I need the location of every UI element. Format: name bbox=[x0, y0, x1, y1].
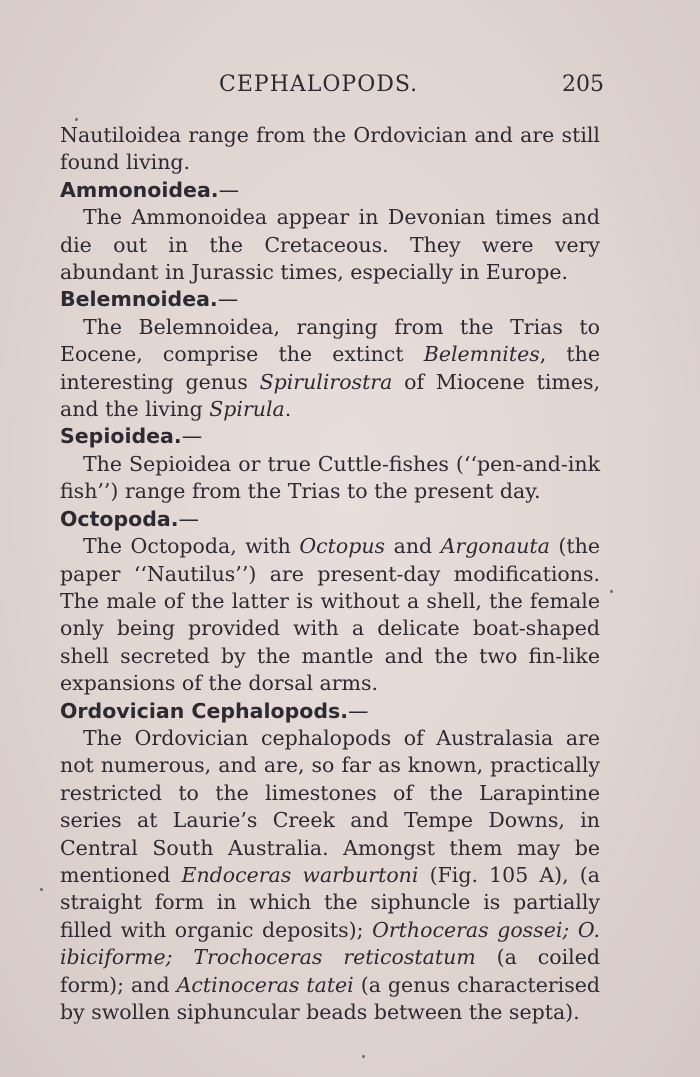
text-run: The Ordovician cephalopods of Australasia are not numerous, and are, so far as known, practically restricted to the limestones of the Larapintine series at Laurie’s Creek and Tempe Downs, in Central South Australia. Amongst them may be mentioned bbox=[60, 725, 600, 887]
running-head bbox=[0, 72, 700, 106]
text-run: (the paper ‘‘Nautilus’’) are present-day modifications. The male of the latter is without a shell, the female only being provided with a delicate boat-shaped shell secreted by the mantle and the two fin-like expansions of the dorsal arms. bbox=[60, 534, 600, 696]
taxon-name: Spirula bbox=[209, 397, 285, 422]
heading-dash: — bbox=[348, 698, 369, 723]
paper-speck bbox=[75, 118, 78, 121]
paragraph-ordovician bbox=[60, 725, 600, 1026]
text-run: of Miocene times, and the living bbox=[60, 369, 601, 422]
body-text bbox=[60, 122, 600, 1026]
paragraph-belemnoidea bbox=[60, 314, 600, 424]
intro-paragraph: Nautiloidea range from the Ordovician and are still found living. bbox=[60, 123, 600, 175]
taxon-name: Argonauta bbox=[440, 534, 550, 559]
taxon-name: Orthoceras gossei; O. ibiciforme; Trochoceras reticostatum bbox=[60, 917, 600, 970]
heading-text: Ordovician Cephalopods. bbox=[60, 698, 349, 723]
text-run: and bbox=[385, 534, 441, 559]
heading-text: Belemnoidea. bbox=[60, 287, 218, 312]
heading-text: Octopoda. bbox=[60, 506, 179, 531]
taxon-name: Endoceras warburtoni bbox=[181, 862, 419, 887]
taxon-name: Spirulirostra bbox=[259, 369, 393, 394]
paragraph-sepioidea: The Sepioidea or true Cuttle-fishes (‘‘pen-and-ink fish’’) range from the Trias to the present day. bbox=[60, 451, 600, 504]
section-heading-ordovician bbox=[60, 698, 600, 725]
section-heading-belemnoidea bbox=[60, 286, 600, 313]
heading-dash: — bbox=[178, 506, 200, 531]
taxon-name: Belemnites bbox=[423, 342, 540, 367]
text-run: The Belemnoidea, ranging from the Trias to Eocene, comprise the extinct bbox=[60, 314, 600, 367]
text-run: , the interesting genus bbox=[60, 342, 600, 394]
heading-dash: — bbox=[217, 287, 239, 312]
section-heading-octopoda bbox=[60, 506, 600, 533]
section-heading-ammonoidea bbox=[60, 177, 600, 204]
text-run: (Fig. 105 A), (a straight form in which the siphuncle is partially filled with organic deposits); bbox=[60, 862, 601, 942]
paper-speck bbox=[610, 590, 613, 593]
heading-dash: — bbox=[181, 424, 203, 449]
paper-speck bbox=[40, 888, 43, 891]
taxon-name: Octopus bbox=[299, 534, 386, 559]
chapter-title: CEPHALOPODS. bbox=[219, 72, 419, 97]
text-run: The Octopoda, with bbox=[83, 534, 300, 559]
paragraph-octopoda bbox=[60, 533, 600, 697]
taxon-name: Actinoceras tatei bbox=[176, 972, 354, 997]
paragraph-ammonoidea: The Ammonoidea appear in Devonian times and die out in the Cretaceous. They were very abundant in Jurassic times, especially in Europe. bbox=[60, 205, 600, 285]
text-run: . bbox=[284, 397, 292, 422]
page-number: 205 bbox=[562, 72, 604, 97]
heading-text: Sepioidea. bbox=[60, 424, 182, 449]
heading-text: Ammonoidea. bbox=[60, 177, 219, 202]
section-heading-sepioidea bbox=[60, 423, 600, 450]
heading-dash: — bbox=[218, 177, 240, 202]
text-run: (a genus characterised by swollen siphuncular beads between the septa). bbox=[60, 972, 601, 1024]
text-run: (a coiled form); and bbox=[60, 945, 600, 997]
paper-speck bbox=[362, 1055, 365, 1058]
